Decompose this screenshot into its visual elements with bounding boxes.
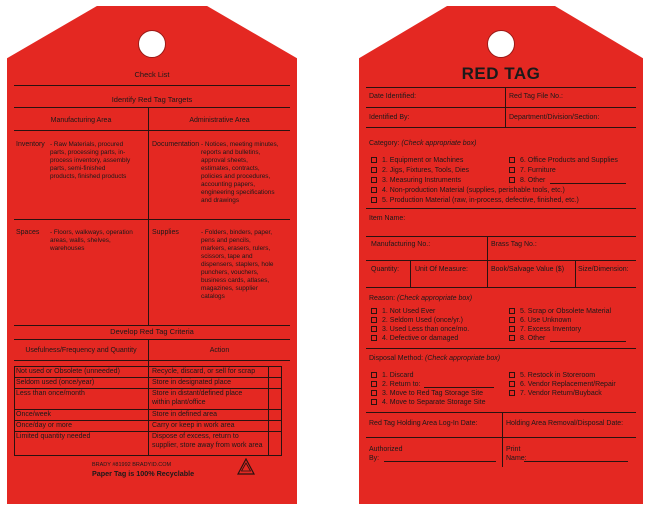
category-checkbox-7[interactable]: [509, 167, 515, 173]
reason-option-8: 8. Other: [520, 335, 546, 342]
supplies-text: - Folders, binders, paper, pens and pencils, markers, erasers, rulers, scissors, tape and dispensers, staplers, hole punchers, vouchers, business cards, atlases, magazines, supplier catalogs: [201, 229, 274, 300]
criteria-heading: Develop Red Tag Criteria: [110, 327, 194, 336]
category-checkbox-3[interactable]: [371, 177, 377, 183]
red-tag-title: RED TAG: [461, 64, 541, 83]
documentation-label: Documentation: [152, 141, 200, 148]
disposal-option-3: 3. Move to Red Tag Storage Site: [382, 390, 484, 397]
manufacturing-area-heading: Manufacturing Area: [50, 117, 112, 124]
disposal-checkbox-6[interactable]: [509, 381, 515, 387]
criteria-action-2: Store in designated place: [152, 379, 231, 386]
department-label: Department/Division/Section:: [509, 114, 600, 121]
inventory-text: - Raw Materials, procured parts, processing parts, in- process inventory, assembly parts, semi-finished products, finished products: [50, 141, 131, 180]
size-dimension-label: Size/Dimension:: [578, 266, 629, 273]
disposal-label: Disposal Method: (Check appropriate box): [369, 355, 501, 362]
criteria-freq-2: Seldom used (once/year): [16, 379, 95, 386]
category-checkbox-8[interactable]: [509, 177, 515, 183]
brass-tag-label: Brass Tag No.:: [491, 241, 537, 248]
disposal-option-5: 5. Restock in Storeroom: [520, 372, 596, 379]
category-option-7: 7. Furniture: [520, 167, 556, 174]
criteria-freq-1: Not used or Obsolete (unneeded): [16, 368, 120, 375]
checklist-title: Check List: [134, 70, 170, 79]
criteria-action-1: Recycle, discard, or sell for scrap: [152, 368, 256, 375]
category-option-8: 8. Other: [520, 177, 546, 184]
reason-checkbox-7[interactable]: [509, 326, 515, 332]
book-value-label: Book/Salvage Value ($): [491, 266, 565, 273]
documentation-text: - Notices, meeting minutes, reports and bulletins, approval sheets, estimates, contracts, policies and procedures, accounting papers, engineering specifications and drawings: [201, 141, 279, 204]
category-option-1: 1. Equipment or Machines: [382, 157, 464, 164]
file-no-label: Red Tag File No.:: [509, 93, 563, 100]
reason-option-3: 3. Used Less than once/mo.: [382, 326, 470, 333]
log-in-date-label: Red Tag Holding Area Log-In Date:: [369, 420, 478, 427]
disposal-option-6: 6. Vendor Replacement/Repair: [520, 381, 616, 388]
category-option-5: 5. Production Material (raw, in-process, defective, finished, etc.): [382, 197, 579, 204]
disposal-option-2: 2. Return to:: [382, 381, 421, 388]
category-label: Category: (Check appropriate box): [369, 140, 477, 147]
usefulness-heading: Usefulness/Frequency and Quantity: [25, 347, 137, 354]
disposal-checkbox-7[interactable]: [509, 390, 515, 396]
category-checkbox-5[interactable]: [371, 197, 377, 203]
quantity-label: Quantity:: [371, 266, 400, 273]
criteria-action-3: Store in distant/defined place within plant/office: [152, 390, 243, 406]
category-option-3: 3. Measuring Instruments: [382, 177, 461, 184]
inventory-label: Inventory: [16, 141, 45, 148]
reason-checkbox-3[interactable]: [371, 326, 377, 332]
criteria-freq-5: Once/day or more: [16, 422, 73, 429]
category-checkbox-1[interactable]: [371, 157, 377, 163]
reason-checkbox-8[interactable]: [509, 335, 515, 341]
disposal-checkbox-1[interactable]: [371, 372, 377, 378]
category-option-4: 4. Non-production Material (supplies, perishable tools, etc.): [382, 187, 565, 194]
reason-checkbox-2[interactable]: [371, 317, 377, 323]
criteria-action-4: Store in defined area: [152, 411, 217, 418]
disposal-option-1: 1. Discard: [382, 372, 414, 379]
date-identified-label: Date Identified:: [369, 93, 417, 100]
recycle-icon: [236, 458, 256, 476]
criteria-action-6: Dispose of excess, return to supplier, store away from work area: [152, 433, 263, 449]
category-option-2: 2. Jigs, Fixtures, Tools, Dies: [382, 167, 470, 174]
reason-option-4: 4. Defective or damaged: [382, 335, 459, 342]
category-checkbox-6[interactable]: [509, 157, 515, 163]
reason-option-6: 6. Use Unknown: [520, 317, 572, 324]
mfg-no-label: Manufacturing No.:: [371, 241, 431, 248]
disposal-checkbox-2[interactable]: [371, 381, 377, 387]
category-checkbox-2[interactable]: [371, 167, 377, 173]
supplies-label: Supplies: [152, 229, 179, 236]
disposal-option-4: 4. Move to Separate Storage Site: [382, 399, 486, 406]
action-heading: Action: [209, 347, 230, 354]
disposal-checkbox-4[interactable]: [371, 399, 377, 405]
reason-option-2: 2. Seldom Used (once/yr.): [382, 317, 463, 324]
category-option-6: 6. Office Products and Supplies: [520, 157, 618, 164]
authorized-by-label: Authorized By:: [369, 446, 403, 462]
reason-checkbox-1[interactable]: [371, 308, 377, 314]
spaces-label: Spaces: [16, 229, 40, 236]
administrative-area-heading: Administrative Area: [189, 117, 250, 124]
reason-option-1: 1. Not Used Ever: [382, 308, 436, 315]
tag-hole-left: [138, 30, 166, 58]
reason-checkbox-5[interactable]: [509, 308, 515, 314]
identify-targets-heading: Identify Red Tag Targets: [111, 95, 193, 104]
spaces-text: - Floors, walkways, operation areas, walls, shelves, warehouses: [50, 229, 133, 252]
criteria-freq-6: Limited quantity needed: [16, 433, 91, 440]
print-name-label: Print Name:: [506, 446, 527, 462]
reason-label: Reason: (Check appropriate box): [369, 295, 473, 302]
footer-code: BRADY #81992 BRADYID.COM: [92, 462, 172, 468]
removal-date-label: Holding Area Removal/Disposal Date:: [506, 420, 624, 427]
identified-by-label: Identified By:: [369, 114, 410, 121]
category-hint: (Check appropriate box): [401, 140, 477, 147]
disposal-checkbox-5[interactable]: [509, 372, 515, 378]
tag-hole-right: [487, 30, 515, 58]
criteria-freq-4: Once/week: [16, 411, 52, 418]
disposal-checkbox-3[interactable]: [371, 390, 377, 396]
reason-hint: (Check appropriate box): [397, 295, 473, 302]
reason-checkbox-4[interactable]: [371, 335, 377, 341]
disposal-option-7: 7. Vendor Return/Buyback: [520, 390, 602, 397]
reason-option-7: 7. Excess Inventory: [520, 326, 582, 333]
unit-of-measure-label: Unit Of Measure:: [415, 266, 468, 273]
disposal-hint: (Check appropriate box): [425, 355, 501, 362]
item-name-label: Item Name:: [369, 215, 406, 222]
reason-checkbox-6[interactable]: [509, 317, 515, 323]
footer-recyclable: Paper Tag is 100% Recyclable: [92, 469, 195, 478]
criteria-freq-3: Less than once/month: [16, 390, 85, 397]
category-checkbox-4[interactable]: [371, 187, 377, 193]
criteria-action-5: Carry or keep in work area: [152, 422, 235, 429]
reason-option-5: 5. Scrap or Obsolete Material: [520, 308, 612, 315]
